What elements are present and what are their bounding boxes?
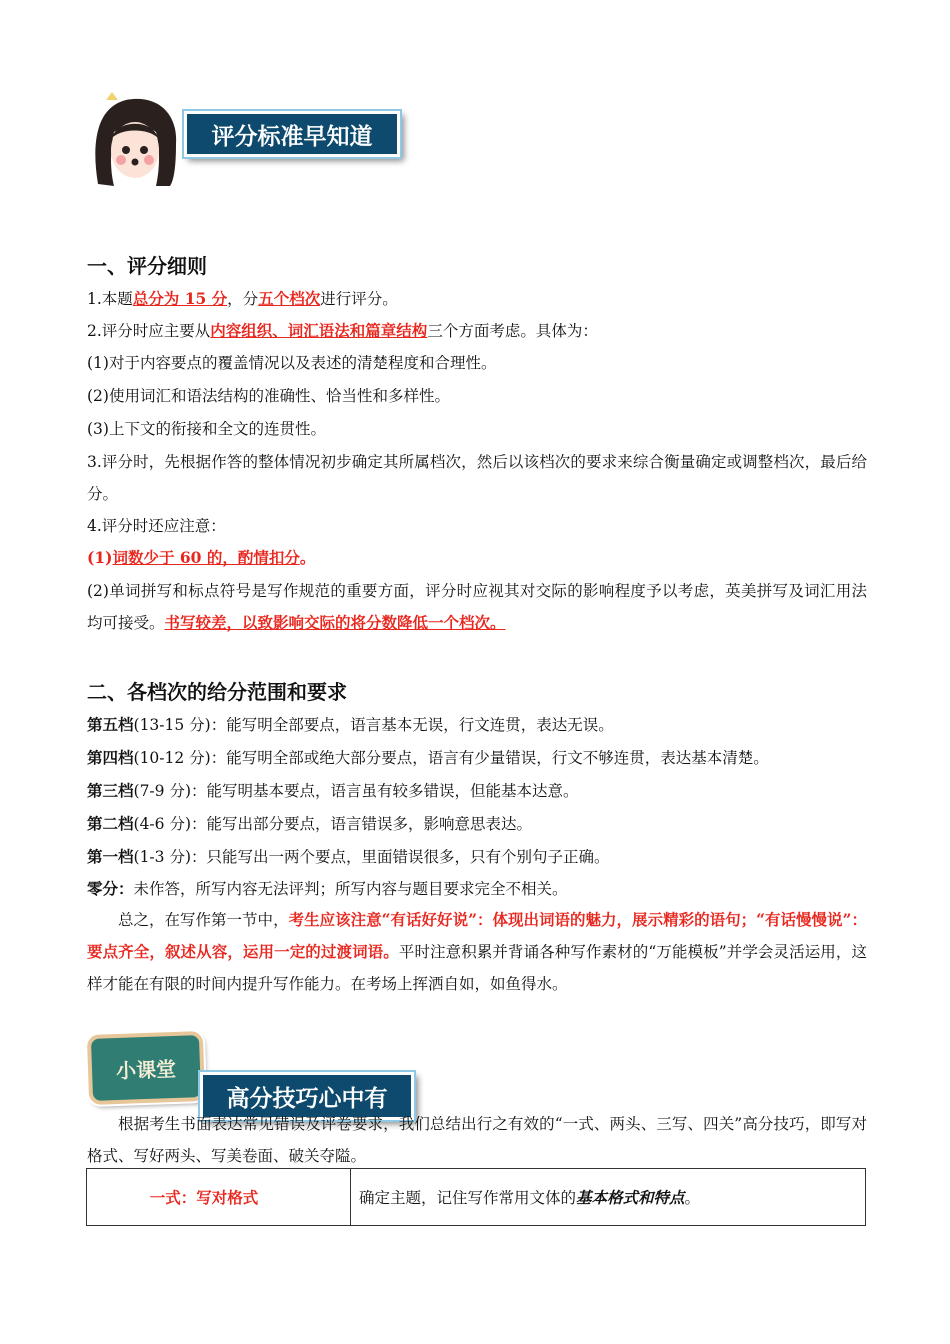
girl-avatar-illustration xyxy=(86,88,184,192)
paragraph-4: 4.评分时还应注意： xyxy=(87,517,226,535)
level-range: (10-12 分)： xyxy=(133,749,227,767)
summary-paragraph xyxy=(87,904,867,1000)
classroom-sticker xyxy=(87,1031,205,1105)
level-row xyxy=(87,709,867,741)
section-heading-2: 二、各档次的给分范围和要求 xyxy=(87,680,347,704)
paragraph-4-item-1 xyxy=(87,542,867,574)
level-row xyxy=(87,775,867,807)
table-row xyxy=(87,1169,866,1226)
level-label: 零分： xyxy=(87,879,134,898)
emphasis-text: 基本格式和特点 xyxy=(576,1188,685,1207)
paragraph-2-item-1: (1)对于内容要点的覆盖情况以及表述的清楚程度和合理性。 xyxy=(87,354,497,372)
level-row xyxy=(87,841,867,873)
section-heading-1: 一、评分细则 xyxy=(87,254,207,278)
paragraph-2-item-2: (2)使用词汇和语法结构的准确性、恰当性和多样性。 xyxy=(87,387,450,405)
level-desc: 只能写出一两个要点，里面错误很多，只有个别句子正确。 xyxy=(206,848,610,866)
text: 。 xyxy=(684,1189,701,1207)
highlight-text: 内容组织、词汇语法和篇章结构 xyxy=(210,321,428,340)
level-row xyxy=(87,742,867,774)
paragraph-3: 3.评分时，先根据作答的整体情况初步确定其所属档次，然后以该档次的要求来综合衡量确定或调整档次，最后给分。 xyxy=(87,453,867,503)
text: 。 xyxy=(299,548,316,567)
sticker-text: 小课堂 xyxy=(115,1056,177,1083)
paragraph-4-item-2 xyxy=(87,575,867,639)
text: 2.评分时应主要从 xyxy=(87,322,211,340)
highlight-text: 总分为 15 分 xyxy=(132,289,228,308)
level-row xyxy=(87,808,867,840)
table-cell-label xyxy=(87,1169,351,1226)
level-range: (13-15 分)： xyxy=(133,716,227,734)
level-label: 第四档 xyxy=(87,748,134,767)
table-cell-text xyxy=(351,1169,866,1226)
text: 1.本题 xyxy=(87,290,133,308)
level-label: 第一档 xyxy=(87,847,134,866)
level-desc: 能写明全部或绝大部分要点，语言有少量错误，行文不够连贯，表达基本清楚。 xyxy=(226,749,769,767)
paragraph-1 xyxy=(87,283,867,315)
text: 平时注意积累并背诵各种写作素材的“万能模板”并学会灵活运用，这样才能在有限的时间内提升写作能力。在考场上挥洒自如，如鱼得水。 xyxy=(87,943,867,993)
text: (2)单词拼写和标点符号是写作规范的重要方面，评分时应视其对交际的影响程度予以考虑，英美拼写及词汇用法均可接受。 xyxy=(87,582,867,632)
text: 总之，在写作第一节中， xyxy=(118,911,289,929)
level-desc: 能写明全部要点，语言基本无误，行文连贯，表达无误。 xyxy=(226,716,614,734)
banner-title: 高分技巧心中有 xyxy=(226,1085,388,1112)
text: (1) xyxy=(87,548,113,567)
level-row xyxy=(87,873,867,905)
level-label: 第五档 xyxy=(87,715,134,734)
level-range: (7-9 分)： xyxy=(133,782,207,800)
tips-intro: 根据考生书面表达常见错误及评卷要求，我们总结出行之有效的“一式、两头、三写、四关”高分技巧，即写对格式、写好两头、写美卷面、破关夺隘。 xyxy=(87,1115,867,1165)
section-banner-scoring xyxy=(184,111,400,157)
text: 三个方面考虑。具体为： xyxy=(427,322,598,340)
avatar-icon xyxy=(86,88,184,192)
level-desc: 能写出部分要点，语言错误多，影响意思表达。 xyxy=(206,815,533,833)
text: 确定主题，记住写作常用文体的 xyxy=(359,1189,577,1207)
highlight-text: 书写较差，以致影响交际的将分数降低一个档次。 xyxy=(164,613,506,632)
level-range: (1-3 分)： xyxy=(133,848,207,866)
level-desc: 未作答，所写内容无法评判；所写内容与题目要求完全不相关。 xyxy=(133,880,568,898)
level-label: 第二档 xyxy=(87,814,134,833)
tips-table xyxy=(86,1168,866,1226)
text: ，分 xyxy=(227,290,259,308)
row-label: 一式：写对格式 xyxy=(149,1189,259,1207)
highlight-text: 词数少于 60 的，酌情扣分 xyxy=(112,548,300,567)
paragraph-2 xyxy=(87,315,867,347)
highlight-text: 考生应该注意“有话好好说”：体现出词语的魅力，展示精彩的语句；“有话慢慢说”：要点齐全，叙述从容，运用一定的过渡词语。 xyxy=(87,910,867,961)
level-range: (4-6 分)： xyxy=(133,815,207,833)
highlight-text: 五个档次 xyxy=(258,289,321,308)
level-desc: 能写明基本要点，语言虽有较多错误，但能基本达意。 xyxy=(206,782,579,800)
paragraph-2-item-3: (3)上下文的衔接和全文的连贯性。 xyxy=(87,420,326,438)
text: 进行评分。 xyxy=(320,290,398,308)
level-label: 第三档 xyxy=(87,781,134,800)
banner-title: 评分标准早知道 xyxy=(211,123,373,150)
